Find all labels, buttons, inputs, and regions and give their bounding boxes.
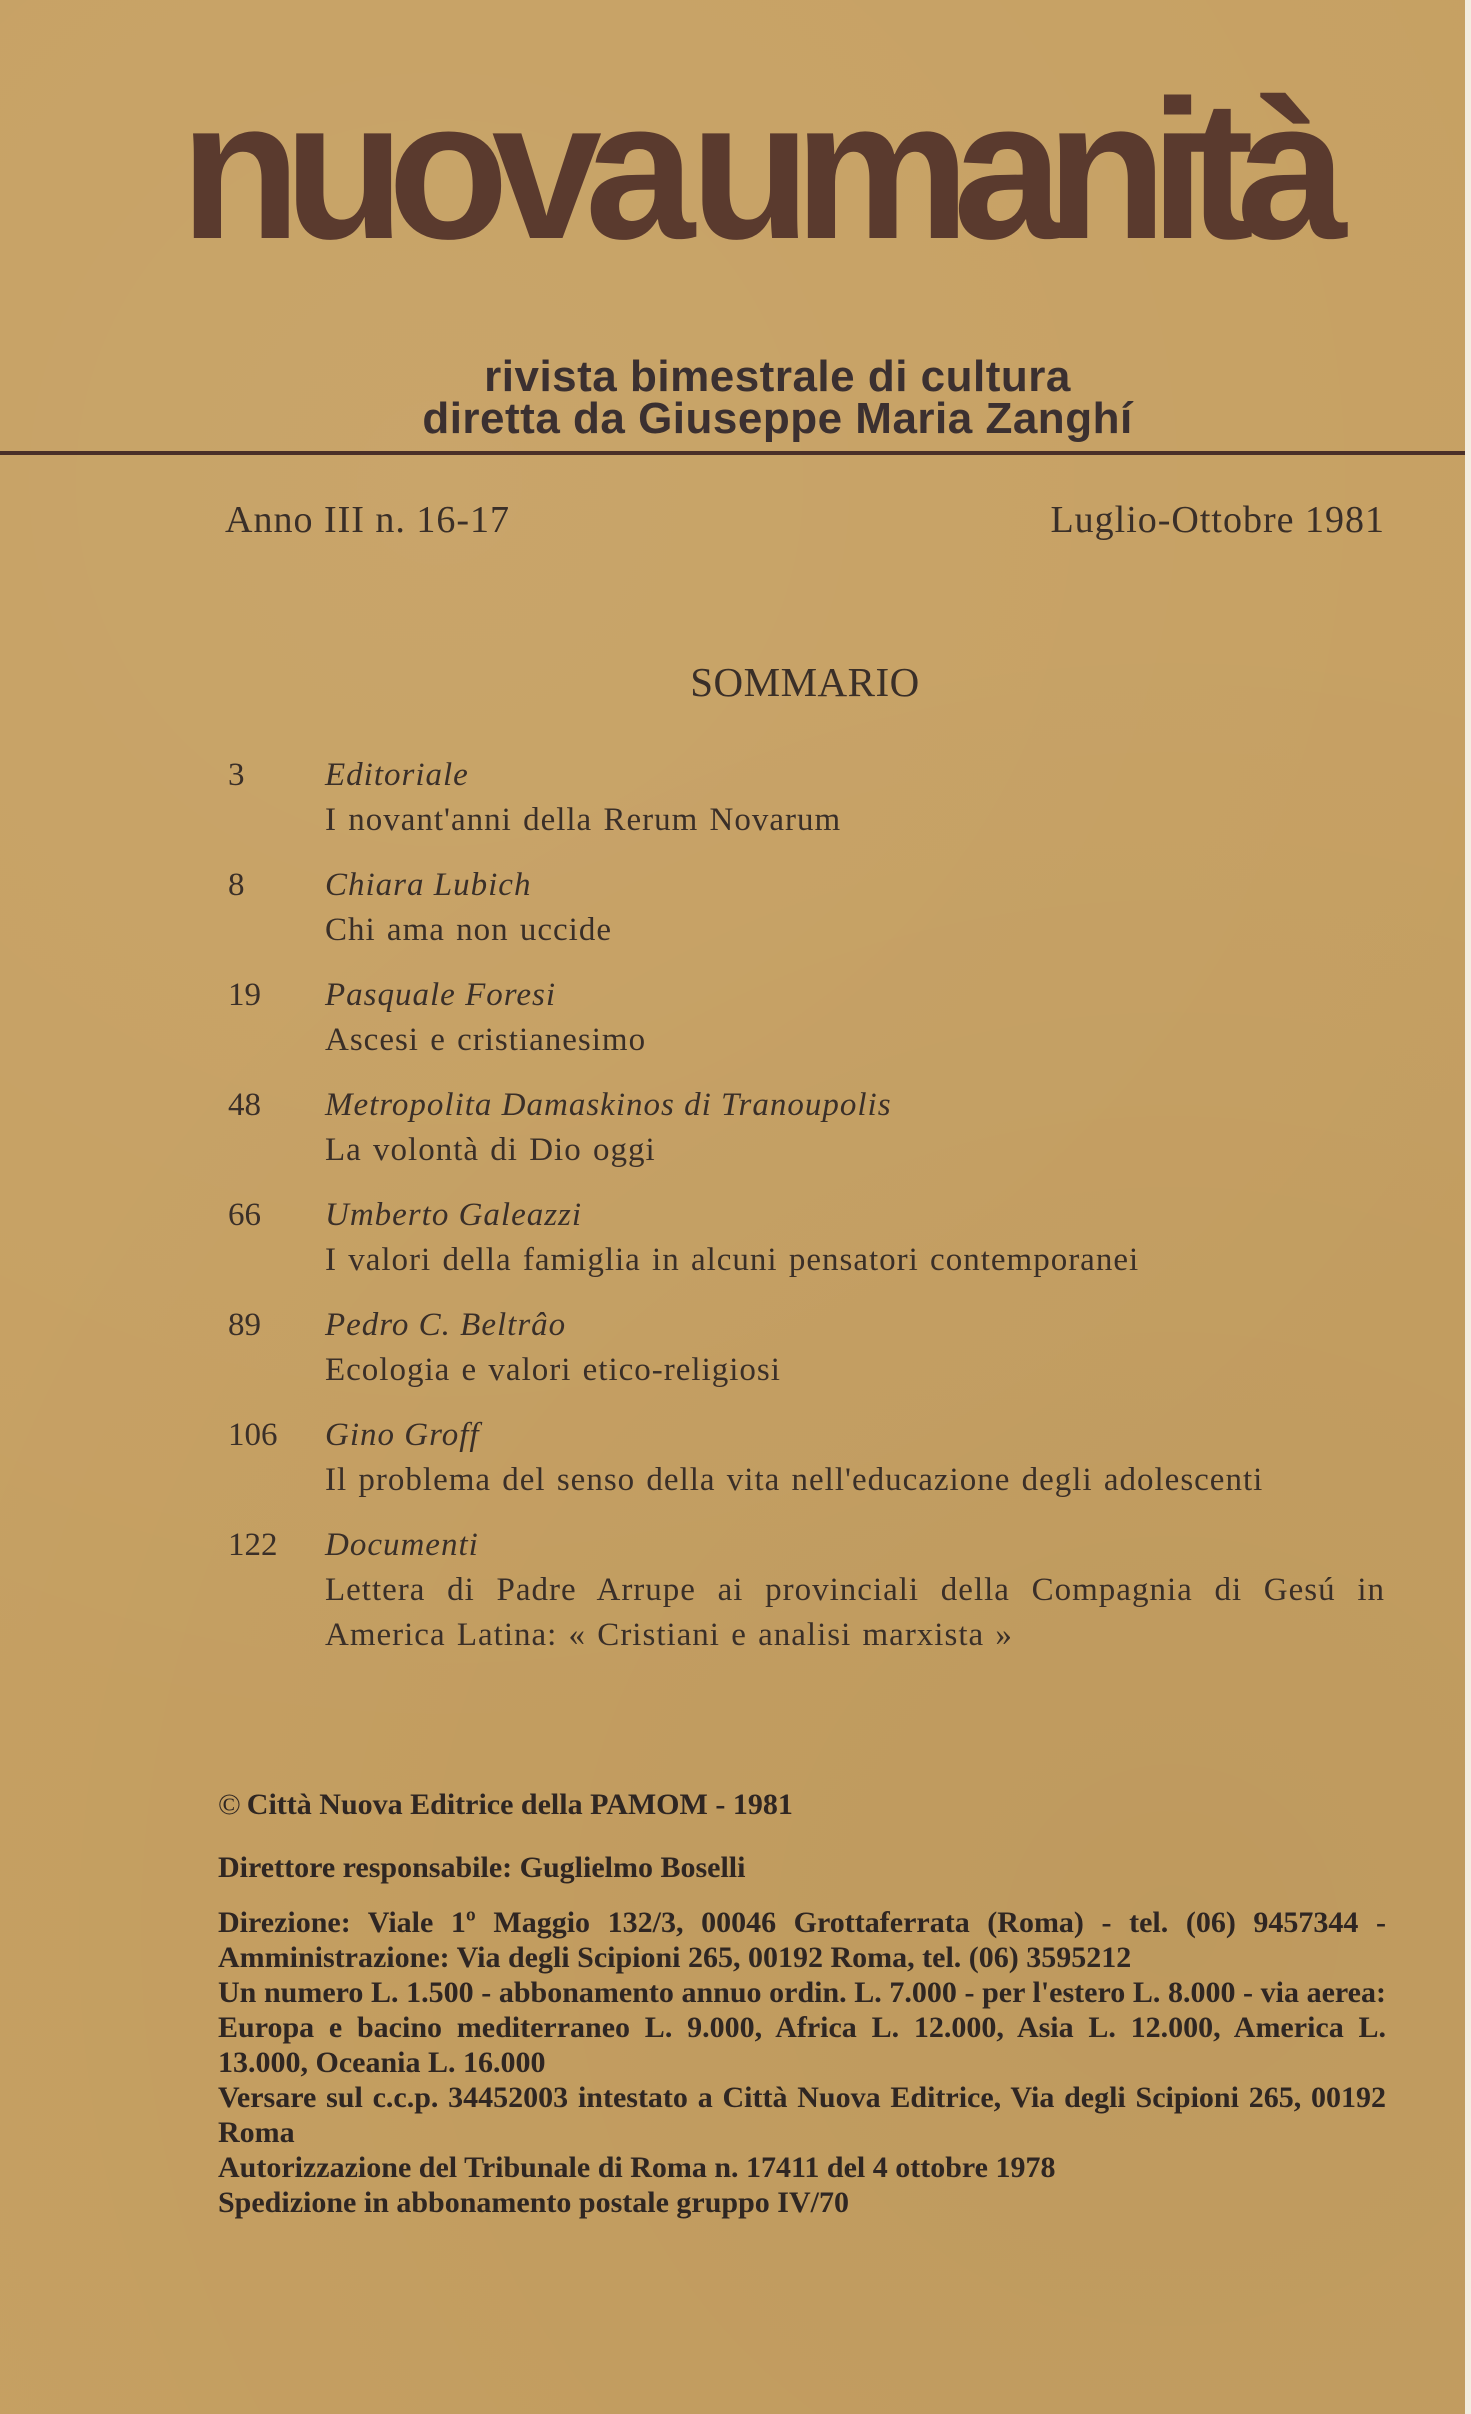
address-info: Direzione: Viale 1º Maggio 132/3, 00046 Grottaferrata (Roma) - tel. (06) 9457344 - Amministrazione: Via degli Scipioni 265, 00192 Roma, tel. (06) 3595212 (218, 1906, 1386, 1974)
copyright-text: Città Nuova Editrice della PAMOM - 1981 (246, 1788, 793, 1821)
subscription-info: Un numero L. 1.500 - abbonamento annuo ordin. L. 7.000 - per l'estero L. 8.000 - via aerea: Europa e bacino mediterraneo L. 9.000, Africa L. 12.000, Asia L. 12.000, America L. 13.000, Oceania L. 16.000 (218, 1976, 1386, 2079)
magazine-editor-line: diretta da Giuseppe Maria Zanghí (422, 394, 1133, 443)
toc-page-number: 89 (228, 1307, 261, 1343)
director-line: Direttore responsabile: Guglielmo Boselli (218, 1851, 746, 1884)
copyright-line (218, 1785, 1386, 1825)
toc-entry (0, 862, 1465, 953)
toc-article-title: Ascesi e cristianesimo (325, 1022, 647, 1058)
toc-page-number: 106 (228, 1417, 278, 1453)
toc-entry (0, 1082, 1465, 1173)
toc-author: Documenti (325, 1527, 479, 1563)
toc-page-number: 122 (228, 1527, 278, 1563)
toc-article-title: Chi ama non uccide (325, 912, 613, 948)
authorization-info: Autorizzazione del Tribunale di Roma n. 17411 del 4 ottobre 1978 (218, 2151, 1056, 2184)
toc-author: Chiara Lubich (325, 867, 532, 903)
payment-info: Versare sul c.c.p. 34452003 intestato a Città Nuova Editrice, Via degli Scipioni 265, 00192 Roma (218, 2081, 1386, 2149)
issue-date: Luglio-Ottobre 1981 (1050, 499, 1385, 541)
toc-entry (0, 1412, 1465, 1503)
toc-article-title: Lettera di Padre Arrupe ai provinciali della Compagnia di Gesú in America Latina: « Cristiani e analisi marxista » (325, 1572, 1385, 1653)
toc-article-title: I valori della famiglia in alcuni pensatori contemporanei (325, 1242, 1140, 1278)
toc-page-number: 48 (228, 1087, 261, 1123)
toc-entry (0, 1522, 1465, 1658)
toc-heading: SOMMARIO (690, 659, 920, 705)
toc-author: Pasquale Foresi (325, 977, 556, 1013)
toc-author: Metropolita Damaskinos di Tranoupolis (325, 1087, 892, 1123)
toc-article-title: Ecologia e valori etico-religiosi (325, 1352, 781, 1388)
postal-info: Spedizione in abbonamento postale gruppo IV/70 (218, 2186, 849, 2219)
magazine-title: nuova umanità (180, 59, 1331, 280)
toc-article-title: La volontà di Dio oggi (325, 1132, 656, 1168)
toc-author: Pedro C. Beltrâo (325, 1307, 567, 1343)
magazine-subtitle: rivista bimestrale di cultura (484, 352, 1071, 401)
toc-page-number: 3 (228, 757, 245, 793)
toc-author: Editoriale (325, 757, 469, 793)
toc-entry (0, 972, 1465, 1063)
colophon (218, 1785, 1386, 2220)
toc-page-number: 19 (228, 977, 261, 1013)
toc-author: Gino Groff (325, 1417, 480, 1453)
publication-info (218, 1905, 1386, 2220)
toc-article-title: Il problema del senso della vita nell'educazione degli adolescenti (325, 1462, 1264, 1498)
toc-page-number: 8 (228, 867, 245, 903)
toc-author: Umberto Galeazzi (325, 1197, 583, 1233)
copyright-icon: © (218, 1788, 241, 1821)
toc-entry (0, 1302, 1465, 1393)
toc-page-number: 66 (228, 1197, 261, 1233)
toc-entry (0, 1192, 1465, 1283)
issue-number: Anno III n. 16-17 (225, 499, 511, 541)
table-of-contents (0, 752, 1465, 1677)
toc-article-title: I novant'anni della Rerum Novarum (325, 802, 842, 838)
toc-entry (0, 752, 1465, 843)
header-divider (0, 451, 1465, 455)
